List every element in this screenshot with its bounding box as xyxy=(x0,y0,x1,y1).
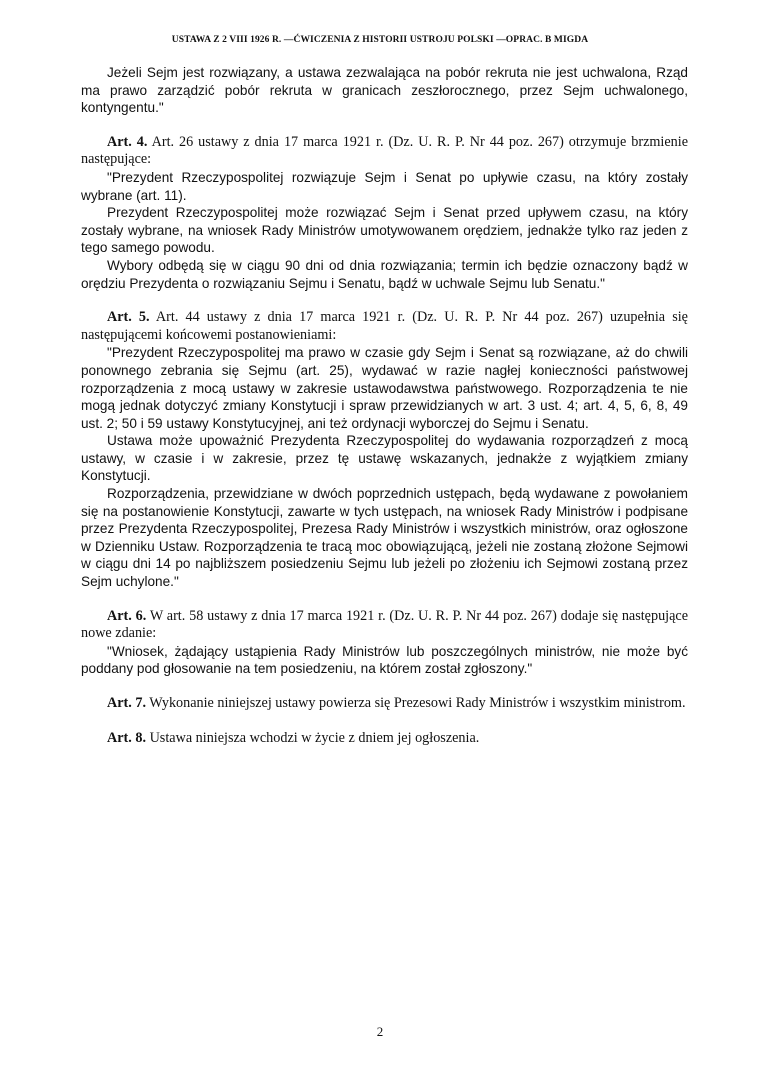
art5-paragraph-2: Ustawa może upoważnić Prezydenta Rzeczypospolitej do wydawania rozporządzeń z mocą ustawy, w czasie i w zakresie, przez tę ustawę wskazanych, jednakże z wyjątkiem zmiany Konstytucji. xyxy=(81,433,688,484)
running-header: USTAWA Z 2 VIII 1926 R. —ĆWICZENIA Z HISTORII USTROJU POLSKI —OPRAC. B MIGDA xyxy=(171,35,589,45)
art5-lead-paragraph xyxy=(81,309,688,344)
page-number: 2 xyxy=(376,1024,384,1039)
art6-lead-text: W art. 58 ustawy z dnia 17 marca 1921 r. (Dz. U. R. P. Nr 44 poz. 267) dodaje się następujące nowe zdanie: xyxy=(81,607,688,642)
art4-lead-paragraph xyxy=(81,134,688,169)
art4-paragraph-2: Prezydent Rzeczypospolitej może rozwiązać Sejm i Senat przed upływem czasu, na który zostały wybrane, na wniosek Rady Ministrów umotywowanem orędziem, jednakże tylko raz jeden z tego samego powodu. xyxy=(81,205,688,256)
art8-text: Ustawa niniejsza wchodzi w życie z dniem jej ogłoszenia. xyxy=(146,729,480,746)
art8-label: Art. 8. xyxy=(107,729,147,746)
art4-label: Art. 4. xyxy=(107,133,148,150)
art5-lead-text: Art. 44 ustawy z dnia 17 marca 1921 r. (Dz. U. R. P. Nr 44 poz. 267) uzupełnia się następującemi końcowemi postanowieniami: xyxy=(81,309,688,343)
art6-lead-paragraph xyxy=(81,608,688,643)
art7-paragraph xyxy=(81,695,688,713)
intro-paragraph: Jeżeli Sejm jest rozwiązany, a ustawa zezwalająca na pobór rekruta nie jest uchwalona, Rząd ma prawo zarządzić pobór rekruta w granicach zeszłorocznego, przez Sejm uchwalonego, kontyngentu." xyxy=(81,65,688,116)
art6-paragraph-1: "Wniosek, żądający ustąpienia Rady Ministrów lub poszczególnych ministrów, nie może być poddany pod głosowanie na tem posiedzeniu, na którem został zgłoszony." xyxy=(81,643,688,677)
art6-label: Art. 6. xyxy=(107,607,147,624)
art5-label: Art. 5. xyxy=(107,309,150,326)
art4-lead-text: Art. 26 ustawy z dnia 17 marca 1921 r. (Dz. U. R. P. Nr 44 poz. 267) otrzymuje brzmienie następujące: xyxy=(81,133,688,168)
art4-paragraph-1: "Prezydent Rzeczypospolitej rozwiązuje Sejm i Senat po upływie czasu, na który zostały wybrane (art. 11). xyxy=(81,169,688,203)
art8-paragraph xyxy=(81,730,688,748)
art7-label: Art. 7. xyxy=(107,695,147,711)
art5-paragraph-1: "Prezydent Rzeczypospolitej ma prawo w czasie gdy Sejm i Senat są rozwiązane, aż do chwili ponownego zebrania się Sejmu (art. 25), wydawać w razie nagłej konieczności państwowej rozporządzenia z mocą ustawy w zakresie ustawodawstwa państwowego. Rozporządzenia te nie mogą jednak dotyczyć zmiany Konstytucji i spraw przewidzianych w art. 3 ust. 4; art. 4, 5, 6, 8, 49 ust. 2; 50 i 59 ustawy Konstytucyjnej, ani też ordynacji wyborczej do Sejmu i Senatu. xyxy=(81,345,688,431)
art7-text: Wykonanie niniejszej ustawy powierza się Prezesowi Rady Ministrów i wszystkim ministrom. xyxy=(146,695,686,711)
document-body xyxy=(81,64,688,747)
art4-paragraph-3: Wybory odbędą się w ciągu 90 dni od dnia rozwiązania; termin ich będzie oznaczony bądź w orędziu Prezydenta o rozwiązaniu Sejmu i Senatu, bądź w uchwale Sejmu lub Senatu." xyxy=(81,257,688,291)
art5-paragraph-3: Rozporządzenia, przewidziane w dwóch poprzednich ustępach, będą wydawane z powołaniem się na postanowienie Konstytucji, zawarte w tych ustępach, na wniosek Rady Ministrów i podpisane przez Prezydenta Rzeczypospolitej, Prezesa Rady Ministrów i wszystkich ministrów, oraz ogłoszone w Dzienniku Ustaw. Rozporządzenia te tracą moc obowiązującą, jeżeli nie zostaną złożone Sejmowi w ciągu dni 14 po najbliższem posiedzeniu Sejmu lub jeżeli po złożeniu ich Sejmowi zostaną przez Sejm uchylone." xyxy=(81,486,688,590)
